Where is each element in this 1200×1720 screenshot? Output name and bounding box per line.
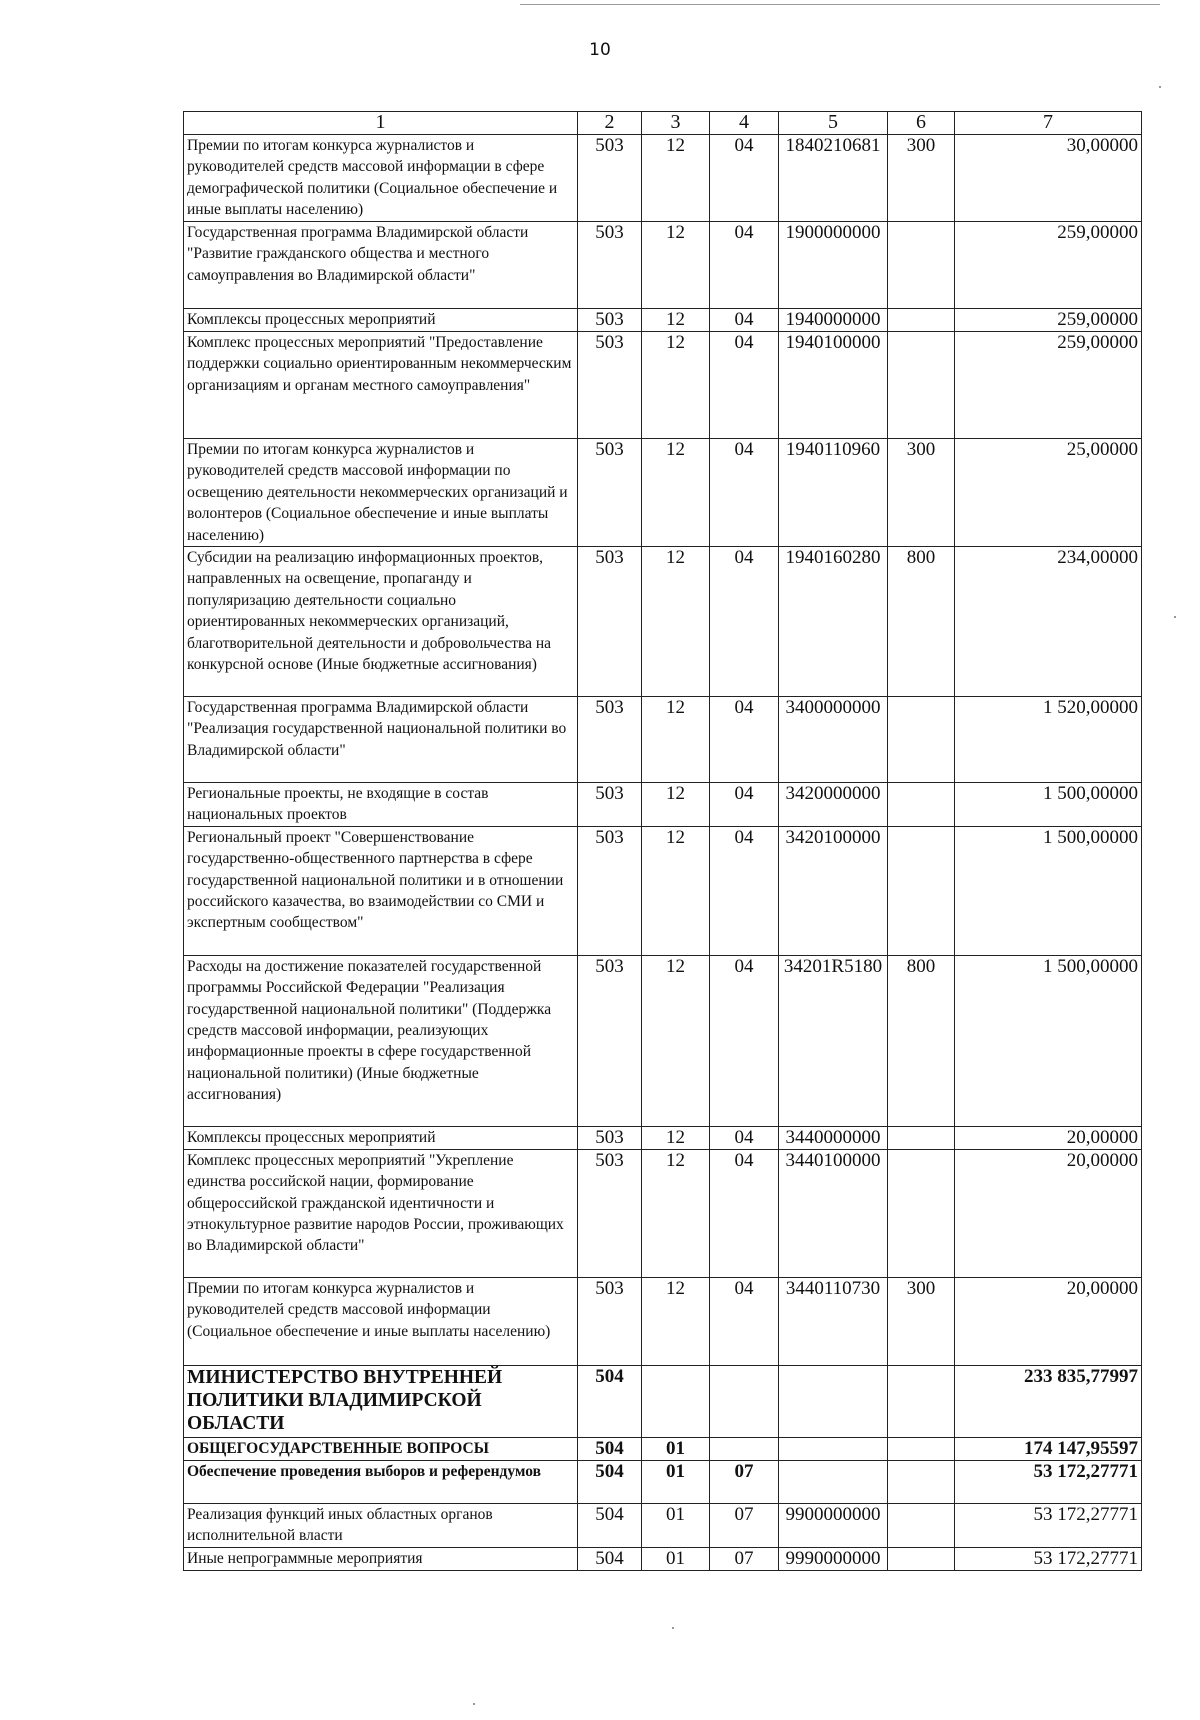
- row-c4: 04: [710, 309, 779, 332]
- row-c2: 503: [578, 1126, 642, 1149]
- row-c6: 800: [888, 955, 955, 1126]
- row-c6: 300: [888, 1277, 955, 1365]
- row-c2: 504: [578, 1365, 642, 1437]
- column-header-7: 7: [955, 112, 1142, 135]
- row-name: Комплексы процессных мероприятий: [184, 309, 578, 332]
- row-c3: 12: [642, 222, 710, 309]
- row-c7: 20,00000: [955, 1126, 1142, 1149]
- row-c2: 503: [578, 955, 642, 1126]
- row-c7: 259,00000: [955, 222, 1142, 309]
- row-c2: 504: [578, 1547, 642, 1570]
- row-c7: 20,00000: [955, 1277, 1142, 1365]
- row-c7: 233 835,77997: [955, 1365, 1142, 1437]
- column-header-6: 6: [888, 112, 955, 135]
- scan-speck: [1159, 86, 1161, 88]
- row-c6: 300: [888, 439, 955, 547]
- row-c6: [888, 1460, 955, 1503]
- row-c7: 1 500,00000: [955, 826, 1142, 955]
- row-name: Премии по итогам конкурса журналистов и руководителей средств массовой информации по освещению деятельности некоммерческих организаций и волонтеров (Социальное обеспечение и иные выплаты населению): [184, 439, 578, 547]
- row-c3: 01: [642, 1460, 710, 1503]
- table-row: [184, 222, 1142, 309]
- row-c3: 12: [642, 955, 710, 1126]
- row-c4: 04: [710, 1126, 779, 1149]
- table-row: [184, 697, 1142, 783]
- column-header-3: 3: [642, 112, 710, 135]
- row-c6: [888, 1126, 955, 1149]
- row-c7: 1 500,00000: [955, 955, 1142, 1126]
- row-c4: 07: [710, 1460, 779, 1503]
- row-c2: 503: [578, 783, 642, 827]
- row-name: Обеспечение проведения выборов и референдумов: [184, 1460, 578, 1503]
- scan-speck: [1174, 616, 1176, 618]
- row-c4: 04: [710, 826, 779, 955]
- row-c4: 04: [710, 955, 779, 1126]
- row-c4: 04: [710, 1149, 779, 1277]
- row-c2: 503: [578, 332, 642, 439]
- row-c6: 800: [888, 547, 955, 697]
- row-c4: 04: [710, 439, 779, 547]
- row-c7: 259,00000: [955, 309, 1142, 332]
- table-row: [184, 1277, 1142, 1365]
- row-c3: 12: [642, 332, 710, 439]
- row-c7: 30,00000: [955, 135, 1142, 222]
- table-row: [184, 135, 1142, 222]
- row-c2: 504: [578, 1503, 642, 1547]
- row-c4: [710, 1437, 779, 1460]
- row-c7: 53 172,27771: [955, 1503, 1142, 1547]
- table-row: [184, 1149, 1142, 1277]
- table-row: [184, 547, 1142, 697]
- row-c5: 3440000000: [779, 1126, 888, 1149]
- row-c4: 04: [710, 332, 779, 439]
- row-c5: 3420100000: [779, 826, 888, 955]
- row-c2: 503: [578, 826, 642, 955]
- row-c6: [888, 1365, 955, 1437]
- row-c5: 34201R5180: [779, 955, 888, 1126]
- row-c3: 12: [642, 1277, 710, 1365]
- row-c7: 1 520,00000: [955, 697, 1142, 783]
- row-name: Региональный проект "Совершенствование государственно-общественного партнерства в сфере государственной национальной политики и в отношении российского казачества, во взаимодействии со СМИ и экспертным сообществом": [184, 826, 578, 955]
- row-c2: 503: [578, 222, 642, 309]
- row-name: Государственная программа Владимирской области "Реализация государственной национальной политики во Владимирской области": [184, 697, 578, 783]
- column-header-1: 1: [184, 112, 578, 135]
- scan-speck: [473, 1703, 475, 1705]
- row-name: Комплекс процессных мероприятий "Укрепление единства российской нации, формирование общероссийской гражданской идентичности и этнокультурное развитие народов России, проживающих во Владимирской области": [184, 1149, 578, 1277]
- row-c5: 1900000000: [779, 222, 888, 309]
- table-row: [184, 783, 1142, 827]
- row-c7: 53 172,27771: [955, 1460, 1142, 1503]
- row-c4: 07: [710, 1547, 779, 1570]
- row-c5: [779, 1437, 888, 1460]
- row-c6: [888, 222, 955, 309]
- row-c5: [779, 1460, 888, 1503]
- table-row: [184, 1437, 1142, 1460]
- table-row: [184, 1365, 1142, 1437]
- row-name: ОБЩЕГОСУДАРСТВЕННЫЕ ВОПРОСЫ: [184, 1437, 578, 1460]
- row-name: МИНИСТЕРСТВО ВНУТРЕННЕЙ ПОЛИТИКИ ВЛАДИМИРСКОЙ ОБЛАСТИ: [184, 1365, 578, 1437]
- table-row: [184, 439, 1142, 547]
- row-c2: 503: [578, 697, 642, 783]
- row-name: Комплексы процессных мероприятий: [184, 1126, 578, 1149]
- row-c4: 04: [710, 222, 779, 309]
- row-c2: 503: [578, 547, 642, 697]
- row-c4: 04: [710, 783, 779, 827]
- table-header-row: [184, 112, 1142, 135]
- scan-top-line: [520, 4, 1160, 5]
- row-c5: 1940160280: [779, 547, 888, 697]
- row-name: Комплекс процессных мероприятий "Предоставление поддержки социально ориентированным некоммерческим организациям и органам местного самоуправления": [184, 332, 578, 439]
- row-c7: 234,00000: [955, 547, 1142, 697]
- row-c4: 07: [710, 1503, 779, 1547]
- row-c2: 503: [578, 439, 642, 547]
- row-c5: 3440100000: [779, 1149, 888, 1277]
- row-c7: 53 172,27771: [955, 1547, 1142, 1570]
- row-c5: 3400000000: [779, 697, 888, 783]
- row-c6: [888, 1503, 955, 1547]
- row-c7: 1 500,00000: [955, 783, 1142, 827]
- row-c4: [710, 1365, 779, 1437]
- row-c3: 01: [642, 1437, 710, 1460]
- table-row: [184, 826, 1142, 955]
- row-c5: 1840210681: [779, 135, 888, 222]
- table-row: [184, 1547, 1142, 1570]
- row-c6: [888, 826, 955, 955]
- page-number: 10: [589, 40, 611, 60]
- row-c3: 12: [642, 783, 710, 827]
- row-c6: [888, 309, 955, 332]
- row-c3: [642, 1365, 710, 1437]
- row-c5: 1940000000: [779, 309, 888, 332]
- row-c4: 04: [710, 1277, 779, 1365]
- row-c6: 300: [888, 135, 955, 222]
- table-row: [184, 1460, 1142, 1503]
- row-c5: 9990000000: [779, 1547, 888, 1570]
- row-c2: 503: [578, 135, 642, 222]
- row-name: Субсидии на реализацию информационных проектов, направленных на освещение, пропаганду и популяризацию деятельности социально ориентированных некоммерческих организаций, благотворительной деятельности и добровольчества на конкурсной основе (Иные бюджетные ассигнования): [184, 547, 578, 697]
- row-c7: 174 147,95597: [955, 1437, 1142, 1460]
- row-c4: 04: [710, 135, 779, 222]
- row-c6: [888, 1149, 955, 1277]
- row-name: Реализация функций иных областных органов исполнительной власти: [184, 1503, 578, 1547]
- column-header-5: 5: [779, 112, 888, 135]
- budget-table: [183, 111, 1142, 1571]
- row-name: Иные непрограммные мероприятия: [184, 1547, 578, 1570]
- row-c3: 12: [642, 1126, 710, 1149]
- row-c5: 3440110730: [779, 1277, 888, 1365]
- row-c2: 503: [578, 1277, 642, 1365]
- row-c5: 1940100000: [779, 332, 888, 439]
- row-c2: 503: [578, 1149, 642, 1277]
- row-c4: 04: [710, 697, 779, 783]
- row-name: Расходы на достижение показателей государственной программы Российской Федерации "Реализация государственной национальной политики" (Поддержка средств массовой информации, реализующих информационные проекты в сфере государственной национальной политики) (Иные бюджетные ассигнования): [184, 955, 578, 1126]
- row-c3: 12: [642, 309, 710, 332]
- row-c3: 12: [642, 547, 710, 697]
- row-c6: [888, 1547, 955, 1570]
- table-row: [184, 1503, 1142, 1547]
- row-c3: 12: [642, 135, 710, 222]
- row-c5: 9900000000: [779, 1503, 888, 1547]
- column-header-4: 4: [710, 112, 779, 135]
- row-c3: 12: [642, 697, 710, 783]
- row-name: Региональные проекты, не входящие в состав национальных проектов: [184, 783, 578, 827]
- row-c7: 25,00000: [955, 439, 1142, 547]
- row-c3: 01: [642, 1503, 710, 1547]
- row-c7: 20,00000: [955, 1149, 1142, 1277]
- row-c6: [888, 1437, 955, 1460]
- row-c3: 12: [642, 1149, 710, 1277]
- row-name: Премии по итогам конкурса журналистов и руководителей средств массовой информации в сфере демографической политики (Социальное обеспечение и иные выплаты населению): [184, 135, 578, 222]
- row-c3: 12: [642, 439, 710, 547]
- row-c6: [888, 697, 955, 783]
- row-c3: 12: [642, 826, 710, 955]
- row-name: Государственная программа Владимирской области "Развитие гражданского общества и местного самоуправления во Владимирской области": [184, 222, 578, 309]
- row-c7: 259,00000: [955, 332, 1142, 439]
- table-row: [184, 332, 1142, 439]
- table-row: [184, 1126, 1142, 1149]
- row-c6: [888, 783, 955, 827]
- row-c5: 3420000000: [779, 783, 888, 827]
- row-c5: [779, 1365, 888, 1437]
- table-row: [184, 309, 1142, 332]
- row-c2: 504: [578, 1437, 642, 1460]
- row-c4: 04: [710, 547, 779, 697]
- row-c3: 01: [642, 1547, 710, 1570]
- scan-speck: [672, 1627, 674, 1629]
- row-c6: [888, 332, 955, 439]
- row-c2: 503: [578, 309, 642, 332]
- column-header-2: 2: [578, 112, 642, 135]
- row-c2: 504: [578, 1460, 642, 1503]
- row-c5: 1940110960: [779, 439, 888, 547]
- table-row: [184, 955, 1142, 1126]
- row-name: Премии по итогам конкурса журналистов и руководителей средств массовой информации (Социальное обеспечение и иные выплаты населению): [184, 1277, 578, 1365]
